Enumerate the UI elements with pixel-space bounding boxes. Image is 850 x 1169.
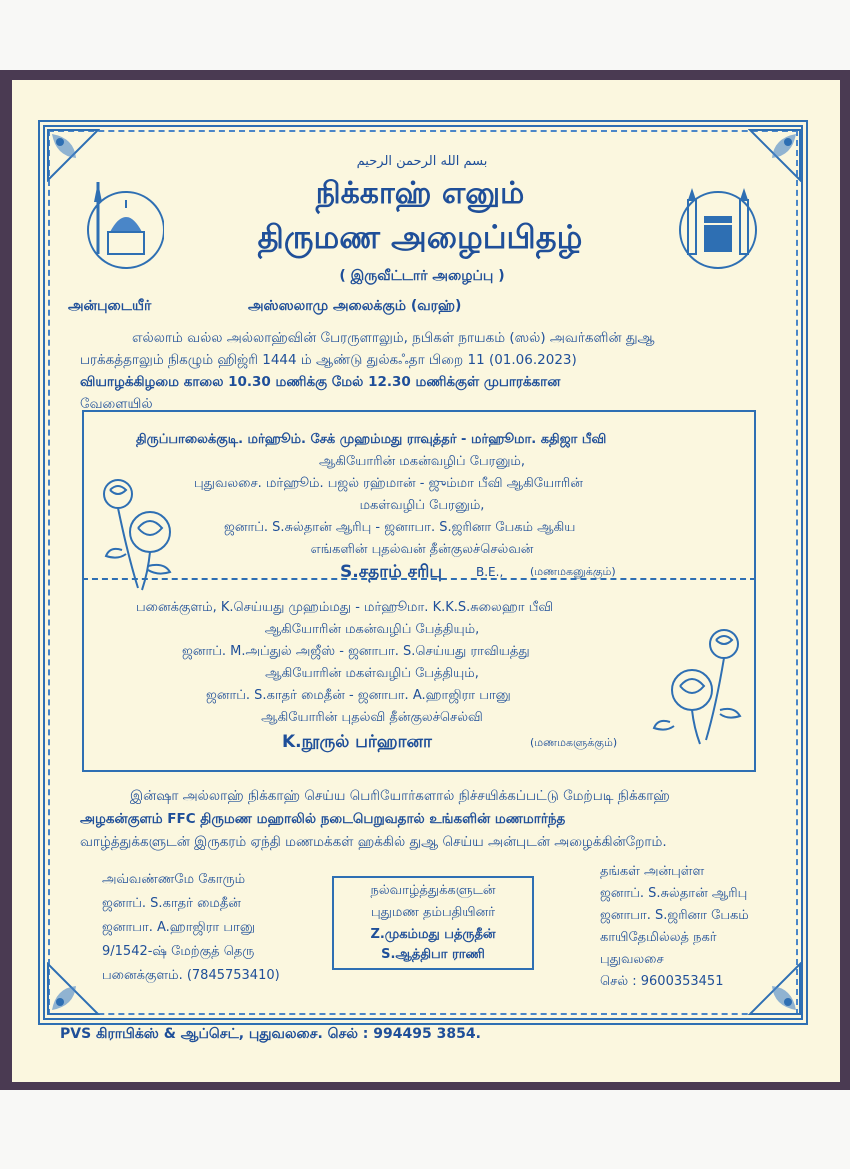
bride-line-5: ஜனாப். S.காதர் மைதீன் - ஜனாபா. A.ஹாஜிரா பானு: [206, 688, 511, 703]
subtitle: ( இருவீட்டார் அழைப்பு ): [339, 268, 505, 284]
bride-role: (மணமகளுக்கும்): [530, 736, 618, 749]
mosque-icon: [84, 172, 164, 272]
right-block-line-4: காயிதேமில்லத் நகர்: [600, 930, 717, 945]
bride-name: K.நூருல் பர்ஹானா: [282, 732, 432, 752]
bride-line-3: ஜனாப். M.அப்துல் அஜீஸ் - ஜனாபா. S.செய்யது ராவியத்து: [182, 644, 530, 659]
groom-degree: B.E.,: [476, 565, 504, 579]
groom-line-6: எங்களின் புதல்வன் தீன்குலச்செல்வன்: [310, 542, 534, 557]
bride-line-2: ஆகியோரின் மகன்வழிப் பேத்தியும்,: [264, 622, 480, 637]
center-block-line-3: Z.முகம்மது பத்ருதீன்: [370, 927, 496, 942]
corner-ornament-icon: [748, 962, 802, 1016]
left-block-line-4: 9/1542-ஷ் மேற்குத் தெரு: [102, 944, 255, 959]
kaaba-icon: [676, 172, 760, 272]
groom-line-3: புதுவலசை. மர்ஹூம். பஜல் ரஹ்மான் - ஜும்மா பீவி ஆகியோரின்: [194, 476, 583, 491]
rose-icon: [650, 610, 750, 750]
bride-line-1: பனைக்குளம், K.செய்யது முஹம்மது - மர்ஹூமா. K.K.S.சுலைஹா பீவி: [136, 600, 554, 615]
center-block-line-4: S.ஆத்திபா ராணி: [381, 947, 485, 962]
groom-line-1: திருப்பாலைக்குடி. மர்ஹூம். சேக் முஹம்மது ராவுத்தர் - மர்ஹூமா. கதிஜா பீவி: [136, 432, 607, 447]
groom-line-2: ஆகியோரின் மகன்வழிப் பேரனும்,: [318, 454, 526, 469]
right-block-line-2: ஜனாப். S.சுல்தான் ஆரிபு: [600, 886, 748, 901]
printer-footer: PVS கிராபிக்ஸ் & ஆப்செட், புதுவலசை. செல் : 994495 3854.: [60, 1026, 481, 1042]
greeting-right: அஸ்ஸலாமு அலைக்கும் (வரஹ்): [248, 298, 462, 314]
right-block-line-1: தங்கள் அன்புள்ள: [600, 864, 705, 879]
intro-line-2: பரக்கத்தாலும் நிகழும் ஹிஜ்ரி 1444 ம் ஆண்டு துல்கஃதா பிறை 11 (01.06.2023): [80, 352, 577, 368]
scan-bottom-margin: [0, 1090, 850, 1169]
left-block-line-1: அவ்வண்ணமே கோரும்: [102, 872, 246, 887]
scan-top-margin: [0, 0, 850, 70]
intro-line-1: எல்லாம் வல்ல அல்லாஹ்வின் பேரருளாலும், நபிகள் நாயகம் (ஸல்) அவர்களின் துஆ: [132, 330, 655, 346]
intro-line-4: வேளையில்: [80, 396, 153, 412]
corner-ornament-icon: [46, 962, 100, 1016]
bride-line-6: ஆகியோரின் புதல்வி தீன்குலச்செல்வி: [261, 710, 483, 725]
intro-line-3: வியாழக்கிழமை காலை 10.30 மணிக்கு மேல் 12.30 மணிக்குள் முபாரக்கான: [80, 374, 561, 390]
right-block-line-5: புதுவலசை: [600, 952, 664, 967]
right-block-line-6: செல் : 9600353451: [600, 974, 724, 989]
closing-line-2: அழகன்குளம் FFC திருமண மஹாலில் நடைபெறுவதால் உங்களின் மணமார்ந்த: [80, 811, 566, 827]
title-line-1: நிக்காஹ் எனும்: [315, 176, 525, 211]
invitation-card: [12, 80, 840, 1082]
card-backing: [0, 70, 850, 1090]
left-block-line-3: ஜனாபா. A.ஹாஜிரா பானு: [102, 920, 255, 935]
left-block-line-2: ஜனாப். S.காதர் மைதீன்: [102, 896, 241, 911]
left-block-line-5: பனைக்குளம். (7845753410): [102, 968, 280, 983]
right-block-line-3: ஜனாபா. S.ஜரினா பேகம்: [600, 908, 749, 923]
center-block-line-1: நல்வாழ்த்துக்களுடன்: [370, 883, 496, 898]
bismillah-text: بسم الله الرحمن الرحيم: [356, 154, 488, 169]
rose-icon: [92, 456, 188, 596]
groom-name: S.சதாம் சரிபு: [340, 562, 442, 582]
closing-line-3: வாழ்த்துக்களுடன் இருகரம் ஏந்தி மணமக்கள் ஹக்கில் துஆ செய்ய அன்புடன் அழைக்கின்றோம்.: [80, 834, 667, 850]
bride-line-4: ஆகியோரின் மகள்வழிப் பேத்தியும்,: [265, 666, 479, 681]
greeting-left: அன்புடையீர்: [68, 298, 152, 314]
groom-role: (மணமகனுக்கும்): [530, 565, 616, 578]
groom-line-4: மகள்வழிப் பேரனும்,: [359, 498, 485, 513]
center-block-line-2: புதுமண தம்பதியினர்: [370, 905, 496, 920]
groom-line-5: ஜனாப். S.சுல்தான் ஆரிபு - ஜனாபா. S.ஜரினா பேகம் ஆகிய: [224, 520, 576, 535]
title-line-2: திருமண அழைப்பிதழ்: [257, 218, 583, 256]
closing-line-1: இன்ஷா அல்லாஹ் நிக்காஹ் செய்ய பெரியோர்களால் நிச்சயிக்கப்பட்டு மேற்படி நிக்காஹ்: [130, 788, 670, 804]
